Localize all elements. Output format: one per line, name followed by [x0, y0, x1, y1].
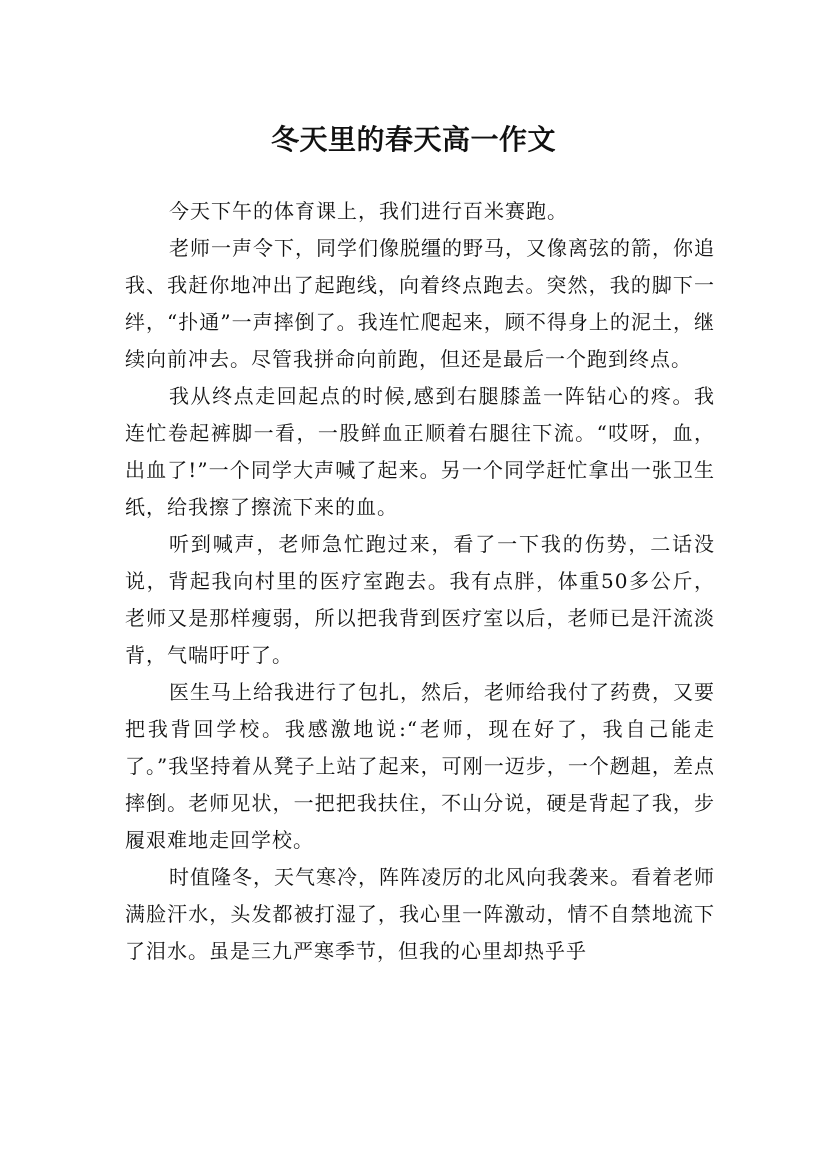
paragraph: 老师一声令下，同学们像脱缰的野马，又像离弦的箭，你追我、我赶你地冲出了起跑线，向着终点跑去。突然，我的脚下一绊，“扑通”一声摔倒了。我连忙爬起来，顾不得身上的泥土，继续向前冲去。尽管我拼命向前跑，但还是最后一个跑到终点。 — [125, 236, 715, 371]
paragraph: 我从终点走回起点的时候,感到右腿膝盖一阵钻心的疼。我连忙卷起裤脚一看，一股鲜血正顺着右腿往下流。“哎呀，血，出血了!”一个同学大声喊了起来。另一个同学赶忙拿出一张卫生纸，给我擦了擦流下来的血。 — [125, 384, 715, 519]
paragraph: 时值隆冬，天气寒冷，阵阵凌厉的北风向我袭来。看着老师满脸汗水，头发都被打湿了，我心里一阵激动，情不自禁地流下了泪水。虽是三九严寒季节，但我的心里却热乎乎 — [125, 865, 715, 963]
paragraph: 医生马上给我进行了包扎，然后，老师给我付了药费，又要把我背回学校。我感激地说:“老师，现在好了，我自己能走了。”我坚持着从凳子上站了起来，可刚一迈步，一个趔趄，差点摔倒。老师见状，一把把我扶住，不山分说，硬是背起了我，步履艰难地走回学校。 — [125, 680, 715, 852]
document-title: 冬天里的春天高一作文 — [270, 122, 556, 156]
paragraph: 听到喊声，老师急忙跑过来，看了一下我的伤势，二话没说，背起我向村里的医疗室跑去。我有点胖，体重50多公斤，老师又是那样瘦弱，所以把我背到医疗室以后，老师已是汗流淡背，气喘吁吁了。 — [125, 532, 715, 667]
paragraph: 今天下午的体育课上，我们进行百米赛跑。 — [169, 199, 568, 223]
document-body — [125, 193, 715, 970]
